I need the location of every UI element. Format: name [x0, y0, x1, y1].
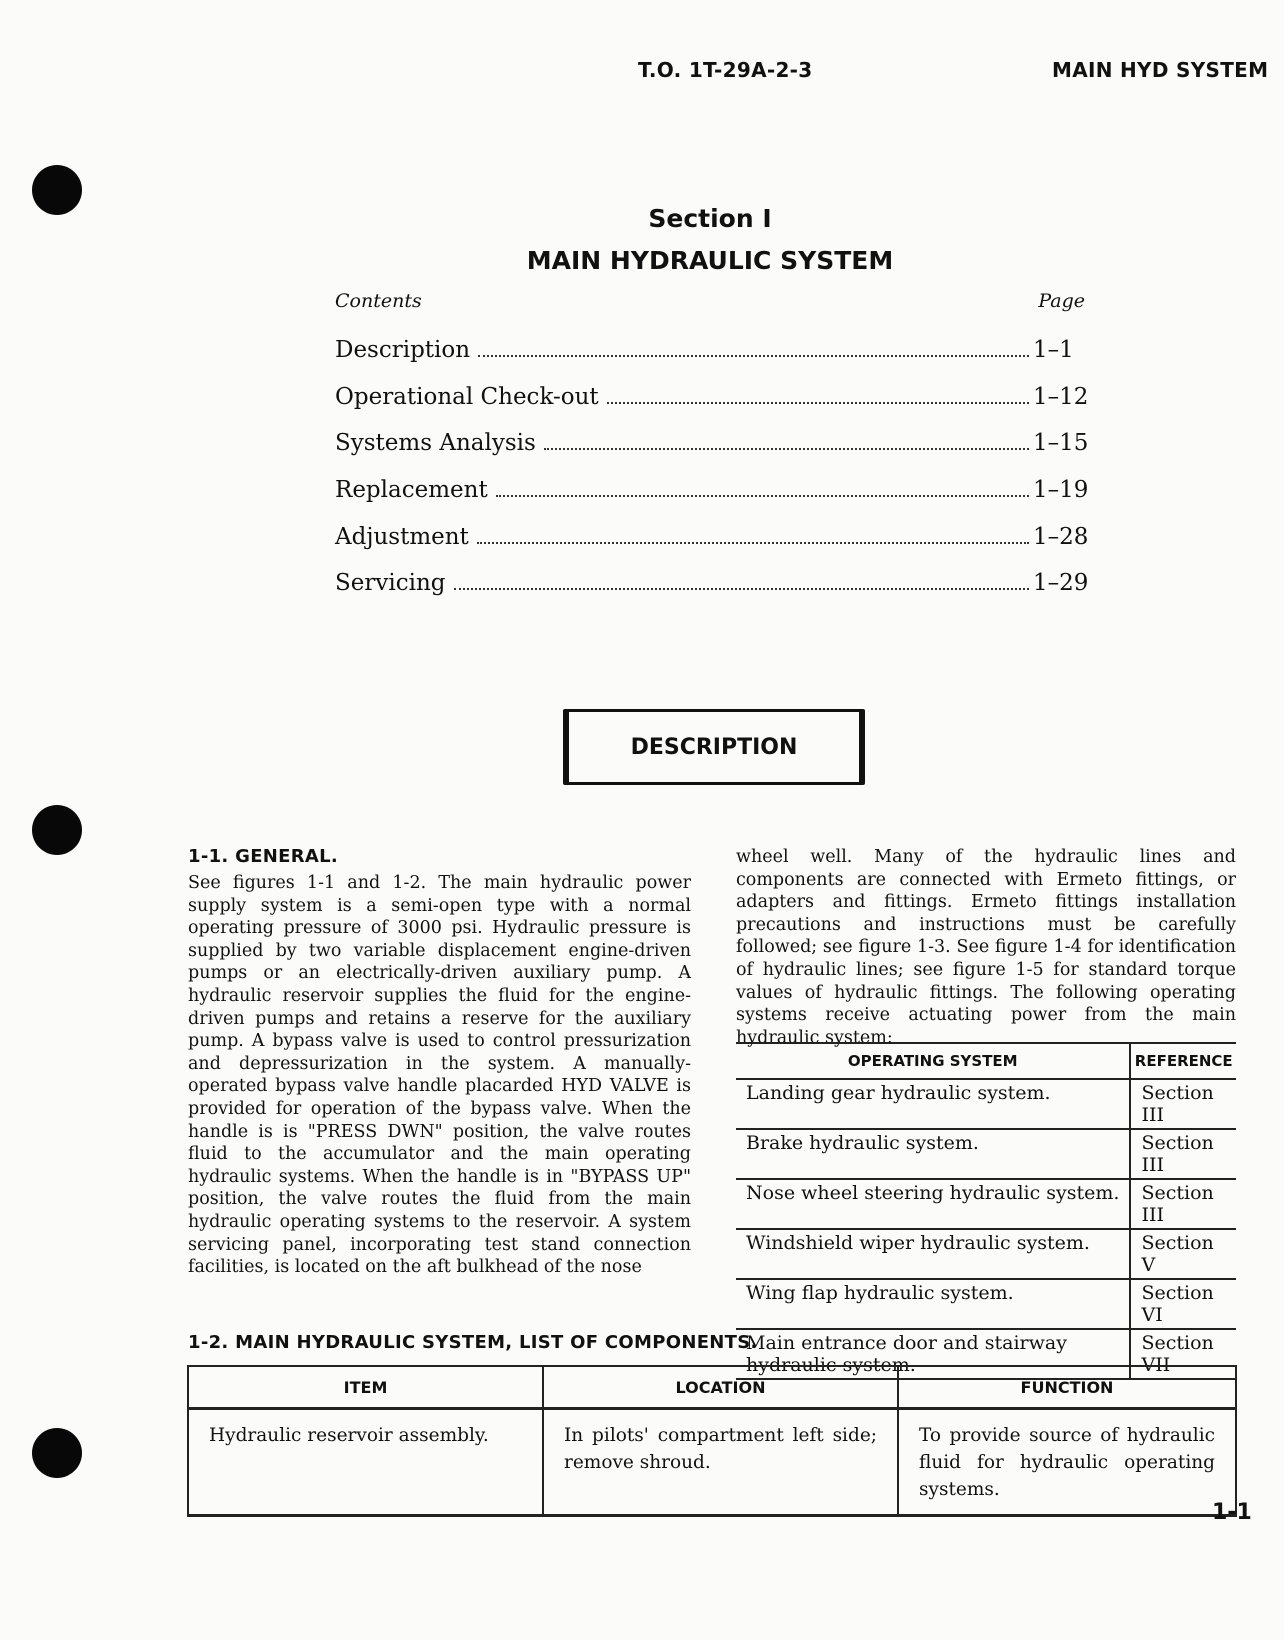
reference-cell: Section III [1130, 1079, 1236, 1129]
components-table [187, 1365, 1237, 1517]
function-cell: To provide source of hydraulic fluid for hydraulic operating systems. [898, 1409, 1236, 1516]
operating-system-cell: Landing gear hydraulic system. [736, 1079, 1130, 1129]
toc-page: 1–19 [1033, 477, 1089, 503]
column-header-reference: REFERENCE [1130, 1043, 1236, 1079]
binder-hole-middle [32, 805, 82, 855]
section-title: MAIN HYDRAULIC SYSTEM [526, 246, 894, 275]
toc-page: 1–29 [1033, 570, 1089, 596]
paragraph-1-1-right-column: wheel well. Many of the hydraulic lines and components are connected with Ermeto fittings, or adapters and fittings. Ermeto fittings installation precautions and instructions must be carefully followed; see figure 1-3. See figure 1-4 for identification of hydraulic lines; see figure 1-5 for standard torque values of hydraulic fittings. The following operating systems receive actuating power from the main hydraulic system: [736, 847, 1236, 1048]
toc-leader [454, 588, 1030, 590]
contents-label: Contents [335, 290, 422, 312]
reference-cell: Section VII [1130, 1329, 1236, 1379]
page-label: Page [1038, 290, 1085, 312]
item-cell: Hydraulic reservoir assembly. [188, 1409, 543, 1516]
operating-system-cell: Windshield wiper hydraulic system. [736, 1229, 1130, 1279]
toc-leader [496, 495, 1029, 497]
toc-leader [478, 355, 1029, 357]
table-row [736, 1279, 1236, 1329]
toc-leader [477, 542, 1029, 544]
table-row [736, 1229, 1236, 1279]
toc-entry-replacement[interactable] [335, 477, 1089, 503]
toc-label: Systems Analysis [335, 430, 536, 456]
paragraph-1-1-heading: 1-1. GENERAL. [188, 846, 339, 867]
to-number: T.O. 1T-29A-2-3 [638, 58, 813, 82]
operating-system-cell: Wing flap hydraulic system. [736, 1279, 1130, 1329]
table-row [736, 1129, 1236, 1179]
operating-system-cell: Main entrance door and stairway hydraulic system. [736, 1329, 1130, 1379]
reference-cell: Section V [1130, 1229, 1236, 1279]
table-row [736, 1179, 1236, 1229]
reference-cell: Section III [1130, 1129, 1236, 1179]
column-header-item: ITEM [188, 1366, 543, 1409]
reference-cell: Section III [1130, 1179, 1236, 1229]
toc-label: Replacement [335, 477, 488, 503]
toc-entry-description[interactable] [335, 337, 1085, 363]
toc-label: Description [335, 337, 471, 363]
toc-page: 1–12 [1033, 384, 1089, 410]
toc-entry-adjustment[interactable] [335, 524, 1089, 550]
toc-label: Servicing [335, 570, 446, 596]
operating-system-cell: Brake hydraulic system. [736, 1129, 1130, 1179]
system-header: MAIN HYD SYSTEM [1052, 58, 1269, 82]
toc-leader [544, 448, 1029, 450]
column-header-location: LOCATION [543, 1366, 898, 1409]
toc-leader [607, 402, 1029, 404]
paragraph-1-2-heading: 1-2. MAIN HYDRAULIC SYSTEM, LIST OF COMPONENTS. [188, 1332, 758, 1353]
table-header-row [188, 1366, 1236, 1409]
column-header-operating-system: OPERATING SYSTEM [736, 1043, 1130, 1079]
toc-entry-operational-check-out[interactable] [335, 384, 1089, 410]
toc-page: 1–1 [1033, 337, 1074, 363]
table-row [188, 1409, 1236, 1516]
binder-hole-bottom [32, 1428, 82, 1478]
table-row [736, 1079, 1236, 1129]
reference-cell: Section VI [1130, 1279, 1236, 1329]
paragraph-1-1-left-column: See figures 1-1 and 1-2. The main hydraulic power supply system is a semi-open type with a normal operating pressure of 3000 psi. Hydraulic pressure is supplied by two variable displacement engine-driven pumps or an electrically-driven auxiliary pump. A hydraulic reservoir supplies the fluid for the engine-driven pumps and retains a reserve for the auxiliary pump. A bypass valve is used to control pressurization and depressurization in the system. A manually-operated bypass valve handle placarded HYD VALVE is provided for operation of the bypass valve. When the handle is is "PRESS DWN" position, the valve routes fluid to the accumulator and the main operating hydraulic systems. When the handle is in "BYPASS UP" position, the valve routes the fluid from the main hydraulic operating systems to the reservoir. A system servicing panel, incorporating test stand connection facilities, is located on the aft bulkhead of the nose [188, 873, 691, 1278]
operating-systems-table [736, 1042, 1236, 1380]
toc-label: Operational Check-out [335, 384, 599, 410]
toc-entry-systems-analysis[interactable] [335, 430, 1089, 456]
toc-page: 1–15 [1033, 430, 1089, 456]
description-banner: DESCRIPTION [563, 709, 865, 785]
toc-label: Adjustment [335, 524, 469, 550]
toc-entry-servicing[interactable] [335, 570, 1089, 596]
contents-heading-row [335, 290, 1085, 312]
section-number: Section I [648, 204, 772, 233]
toc-page: 1–28 [1033, 524, 1089, 550]
location-cell: In pilots' compartment left side; remove shroud. [543, 1409, 898, 1516]
page-number: 1-1 [1212, 1500, 1252, 1525]
operating-system-cell: Nose wheel steering hydraulic system. [736, 1179, 1130, 1229]
table-header-row [736, 1043, 1236, 1079]
column-header-function: FUNCTION [898, 1366, 1236, 1409]
